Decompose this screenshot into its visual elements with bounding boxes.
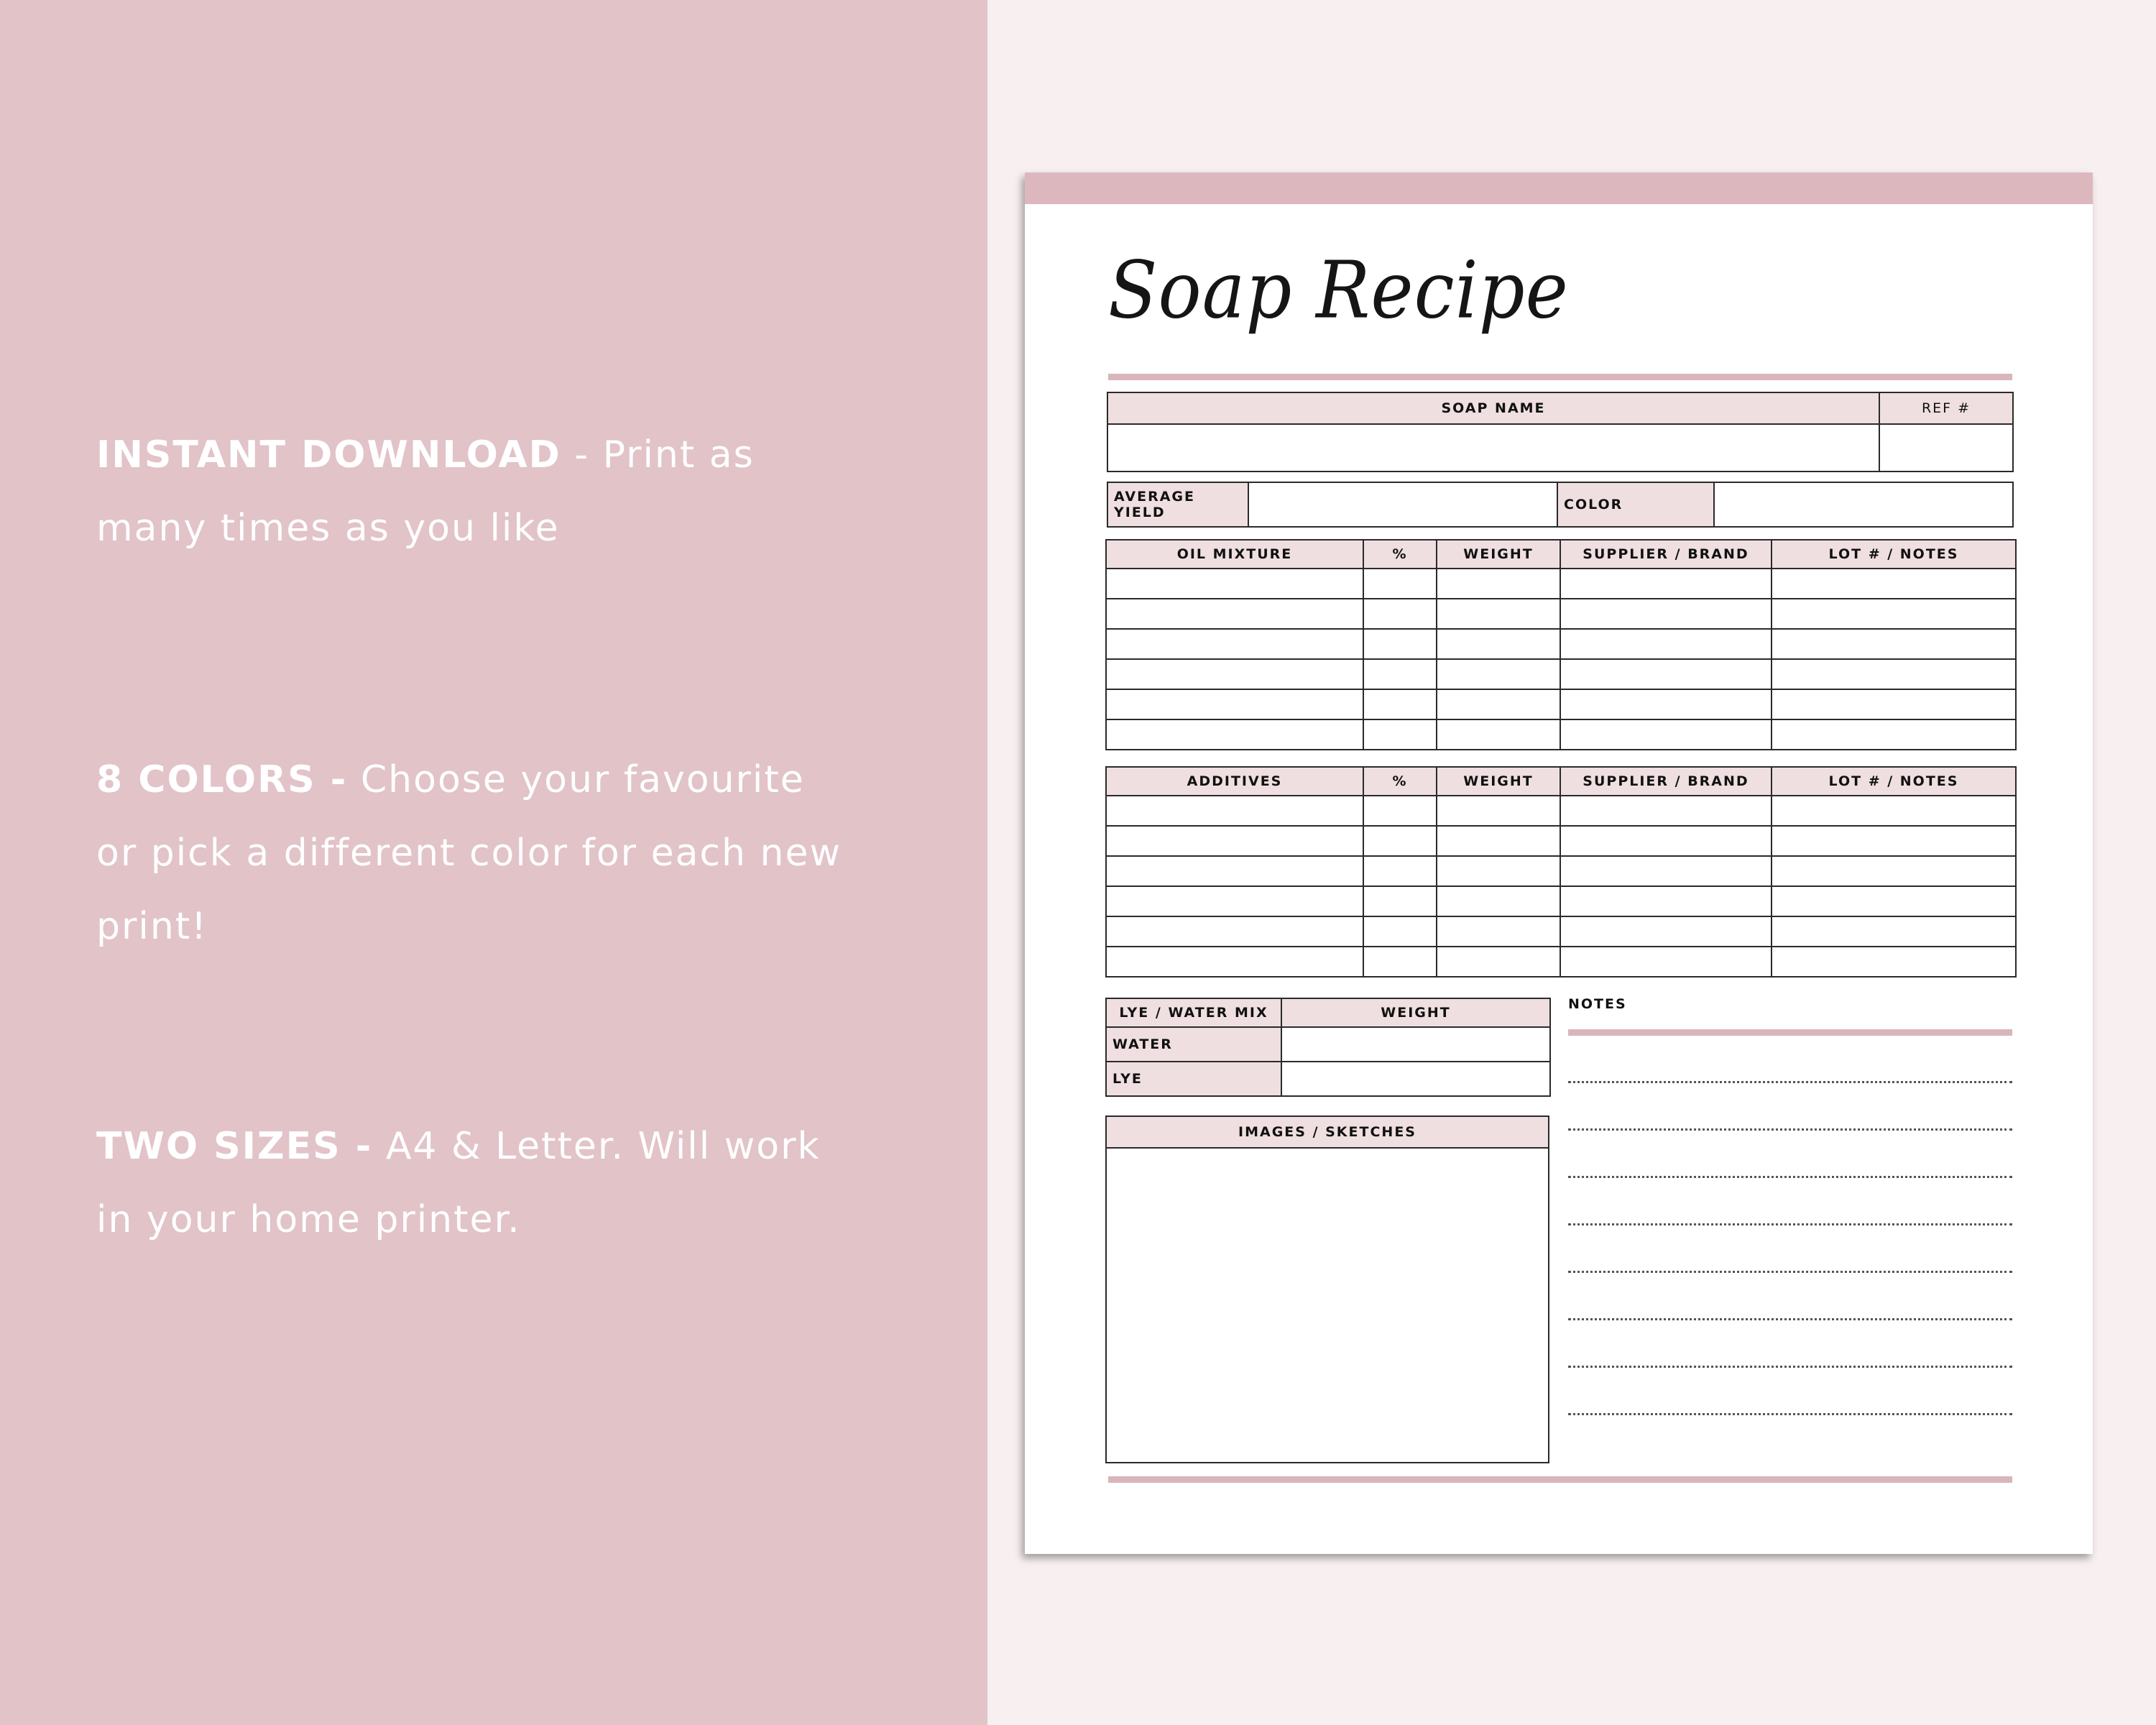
table-cell[interactable] bbox=[1437, 916, 1560, 947]
table-row bbox=[1106, 659, 2016, 689]
notes-line[interactable] bbox=[1568, 1128, 2012, 1131]
table-cell[interactable] bbox=[1437, 569, 1560, 599]
table-cell[interactable] bbox=[1560, 796, 1772, 826]
table-cell[interactable] bbox=[1363, 719, 1437, 750]
table-cell[interactable] bbox=[1106, 916, 1363, 947]
notes-line[interactable] bbox=[1568, 1176, 2012, 1178]
table-cell[interactable] bbox=[1437, 856, 1560, 886]
soap-name-label: SOAP NAME bbox=[1441, 400, 1546, 416]
table-cell[interactable] bbox=[1106, 886, 1363, 916]
table-cell[interactable] bbox=[1363, 856, 1437, 886]
table-cell[interactable] bbox=[1437, 796, 1560, 826]
table-row bbox=[1106, 569, 2016, 599]
table-cell[interactable] bbox=[1363, 689, 1437, 719]
table-row bbox=[1106, 689, 2016, 719]
table-cell[interactable] bbox=[1106, 569, 1363, 599]
column-header: SUPPLIER / BRAND bbox=[1560, 767, 1772, 796]
color-header bbox=[1558, 483, 1713, 526]
images-header bbox=[1107, 1117, 1548, 1147]
title-rule bbox=[1108, 374, 2012, 380]
column-header: WEIGHT bbox=[1437, 540, 1560, 569]
notes-line[interactable] bbox=[1568, 1318, 2012, 1320]
row-label: WATER bbox=[1106, 1027, 1281, 1062]
table-cell[interactable] bbox=[1363, 826, 1437, 856]
table-cell[interactable] bbox=[1560, 947, 1772, 977]
table-row bbox=[1106, 856, 2016, 886]
table-cell[interactable] bbox=[1106, 856, 1363, 886]
column-header: OIL MIXTURE bbox=[1106, 540, 1363, 569]
table-cell[interactable] bbox=[1437, 719, 1560, 750]
table-cell[interactable] bbox=[1363, 659, 1437, 689]
table-cell[interactable] bbox=[1106, 689, 1363, 719]
notes-line[interactable] bbox=[1568, 1223, 2012, 1225]
table-cell[interactable] bbox=[1560, 826, 1772, 856]
notes-line[interactable] bbox=[1568, 1271, 2012, 1273]
row-label: LYE bbox=[1106, 1062, 1281, 1096]
table-row bbox=[1106, 1027, 1550, 1062]
sheet-title: Soap Recipe bbox=[1108, 244, 1569, 336]
table-cell[interactable] bbox=[1560, 569, 1772, 599]
table-cell[interactable] bbox=[1560, 659, 1772, 689]
table-row bbox=[1106, 599, 2016, 629]
soap-name-box bbox=[1107, 392, 2014, 472]
table-cell[interactable] bbox=[1772, 796, 2016, 826]
images-label: IMAGES / SKETCHES bbox=[1238, 1124, 1416, 1140]
table-cell[interactable] bbox=[1363, 886, 1437, 916]
table-cell[interactable] bbox=[1560, 916, 1772, 947]
table-cell[interactable] bbox=[1363, 796, 1437, 826]
feature-instant-download bbox=[96, 418, 858, 565]
table-cell[interactable] bbox=[1437, 659, 1560, 689]
table-cell[interactable] bbox=[1363, 629, 1437, 659]
column-header: % bbox=[1363, 540, 1437, 569]
table-cell[interactable] bbox=[1560, 856, 1772, 886]
table-row bbox=[1106, 916, 2016, 947]
table-cell[interactable] bbox=[1437, 947, 1560, 977]
notes-line[interactable] bbox=[1568, 1081, 2012, 1083]
feature-sizes bbox=[96, 1110, 858, 1256]
table-row bbox=[1106, 1062, 1550, 1096]
table-cell[interactable] bbox=[1560, 689, 1772, 719]
table-cell[interactable] bbox=[1772, 599, 2016, 629]
notes-rule bbox=[1568, 1029, 2012, 1036]
table-cell[interactable] bbox=[1560, 599, 1772, 629]
table-cell[interactable] bbox=[1772, 886, 2016, 916]
table-row bbox=[1106, 947, 2016, 977]
column-header: LYE / WATER MIX bbox=[1106, 998, 1281, 1027]
table-row bbox=[1106, 629, 2016, 659]
column-header: SUPPLIER / BRAND bbox=[1560, 540, 1772, 569]
column-header: WEIGHT bbox=[1281, 998, 1550, 1027]
table-cell[interactable] bbox=[1106, 826, 1363, 856]
table-cell[interactable] bbox=[1106, 659, 1363, 689]
images-sketches-box bbox=[1105, 1116, 1549, 1463]
table-cell[interactable] bbox=[1363, 569, 1437, 599]
column-header: ADDITIVES bbox=[1106, 767, 1363, 796]
table-cell[interactable] bbox=[1560, 886, 1772, 916]
feature-heading: TWO SIZES - bbox=[96, 1125, 373, 1168]
notes-line[interactable] bbox=[1568, 1413, 2012, 1415]
feature-heading: 8 COLORS - bbox=[96, 758, 348, 801]
table-cell[interactable] bbox=[1437, 599, 1560, 629]
water-weight-field[interactable] bbox=[1281, 1027, 1550, 1062]
feature-text: Choose your favourite or pick a different color for each new print! bbox=[96, 758, 842, 948]
table-cell[interactable] bbox=[1772, 856, 2016, 886]
sketch-area[interactable] bbox=[1107, 1149, 1548, 1462]
feature-heading: INSTANT DOWNLOAD bbox=[96, 433, 561, 477]
table-cell[interactable] bbox=[1106, 947, 1363, 977]
table-cell[interactable] bbox=[1772, 659, 2016, 689]
additives-table bbox=[1105, 766, 2017, 978]
lye-water-table bbox=[1105, 998, 1551, 1097]
promo-panel bbox=[0, 0, 987, 1725]
table-cell[interactable] bbox=[1772, 629, 2016, 659]
table-cell[interactable] bbox=[1363, 916, 1437, 947]
table-cell[interactable] bbox=[1106, 599, 1363, 629]
ref-label: REF # bbox=[1921, 400, 1971, 416]
average-yield-label: AVERAGE YIELD bbox=[1114, 489, 1196, 520]
table-cell[interactable] bbox=[1437, 886, 1560, 916]
feature-colors bbox=[96, 743, 858, 963]
column-header: LOT # / NOTES bbox=[1772, 540, 2016, 569]
table-cell[interactable] bbox=[1437, 826, 1560, 856]
table-row bbox=[1106, 719, 2016, 750]
table-cell[interactable] bbox=[1106, 629, 1363, 659]
table-row bbox=[1106, 796, 2016, 826]
table-cell[interactable] bbox=[1772, 569, 2016, 599]
average-yield-field[interactable] bbox=[1249, 483, 1557, 526]
column-header: LOT # / NOTES bbox=[1772, 767, 2016, 796]
oil-mixture-table bbox=[1105, 539, 2017, 750]
table-cell[interactable] bbox=[1363, 599, 1437, 629]
bottom-rule bbox=[1108, 1476, 2012, 1483]
soap-name-header bbox=[1108, 393, 1879, 423]
soap-recipe-sheet bbox=[1025, 172, 2093, 1554]
color-field[interactable] bbox=[1715, 483, 2012, 526]
table-cell[interactable] bbox=[1772, 719, 2016, 750]
table-cell[interactable] bbox=[1772, 947, 2016, 977]
column-header: % bbox=[1363, 767, 1437, 796]
feature-text: - Print as many times as you like bbox=[96, 433, 755, 550]
column-header: WEIGHT bbox=[1437, 767, 1560, 796]
notes-line[interactable] bbox=[1568, 1366, 2012, 1368]
table-cell[interactable] bbox=[1560, 629, 1772, 659]
table-row bbox=[1106, 886, 2016, 916]
ref-field[interactable] bbox=[1880, 425, 2012, 471]
sheet-top-bar bbox=[1025, 172, 2093, 204]
table-cell[interactable] bbox=[1106, 796, 1363, 826]
table-cell[interactable] bbox=[1106, 719, 1363, 750]
ref-header bbox=[1880, 393, 2012, 423]
average-yield-header bbox=[1108, 483, 1248, 526]
table-cell[interactable] bbox=[1772, 916, 2016, 947]
table-cell[interactable] bbox=[1772, 689, 2016, 719]
color-label: COLOR bbox=[1564, 497, 1623, 512]
feature-text: A4 & Letter. Will work in your home printer. bbox=[96, 1125, 821, 1241]
table-row bbox=[1106, 826, 2016, 856]
table-cell[interactable] bbox=[1437, 629, 1560, 659]
notes-label: NOTES bbox=[1568, 996, 1627, 1012]
lye-weight-field[interactable] bbox=[1281, 1062, 1550, 1096]
table-cell[interactable] bbox=[1560, 719, 1772, 750]
table-cell[interactable] bbox=[1437, 689, 1560, 719]
table-cell[interactable] bbox=[1363, 947, 1437, 977]
soap-name-field[interactable] bbox=[1108, 425, 1877, 471]
yield-color-box bbox=[1107, 482, 2014, 528]
table-cell[interactable] bbox=[1772, 826, 2016, 856]
